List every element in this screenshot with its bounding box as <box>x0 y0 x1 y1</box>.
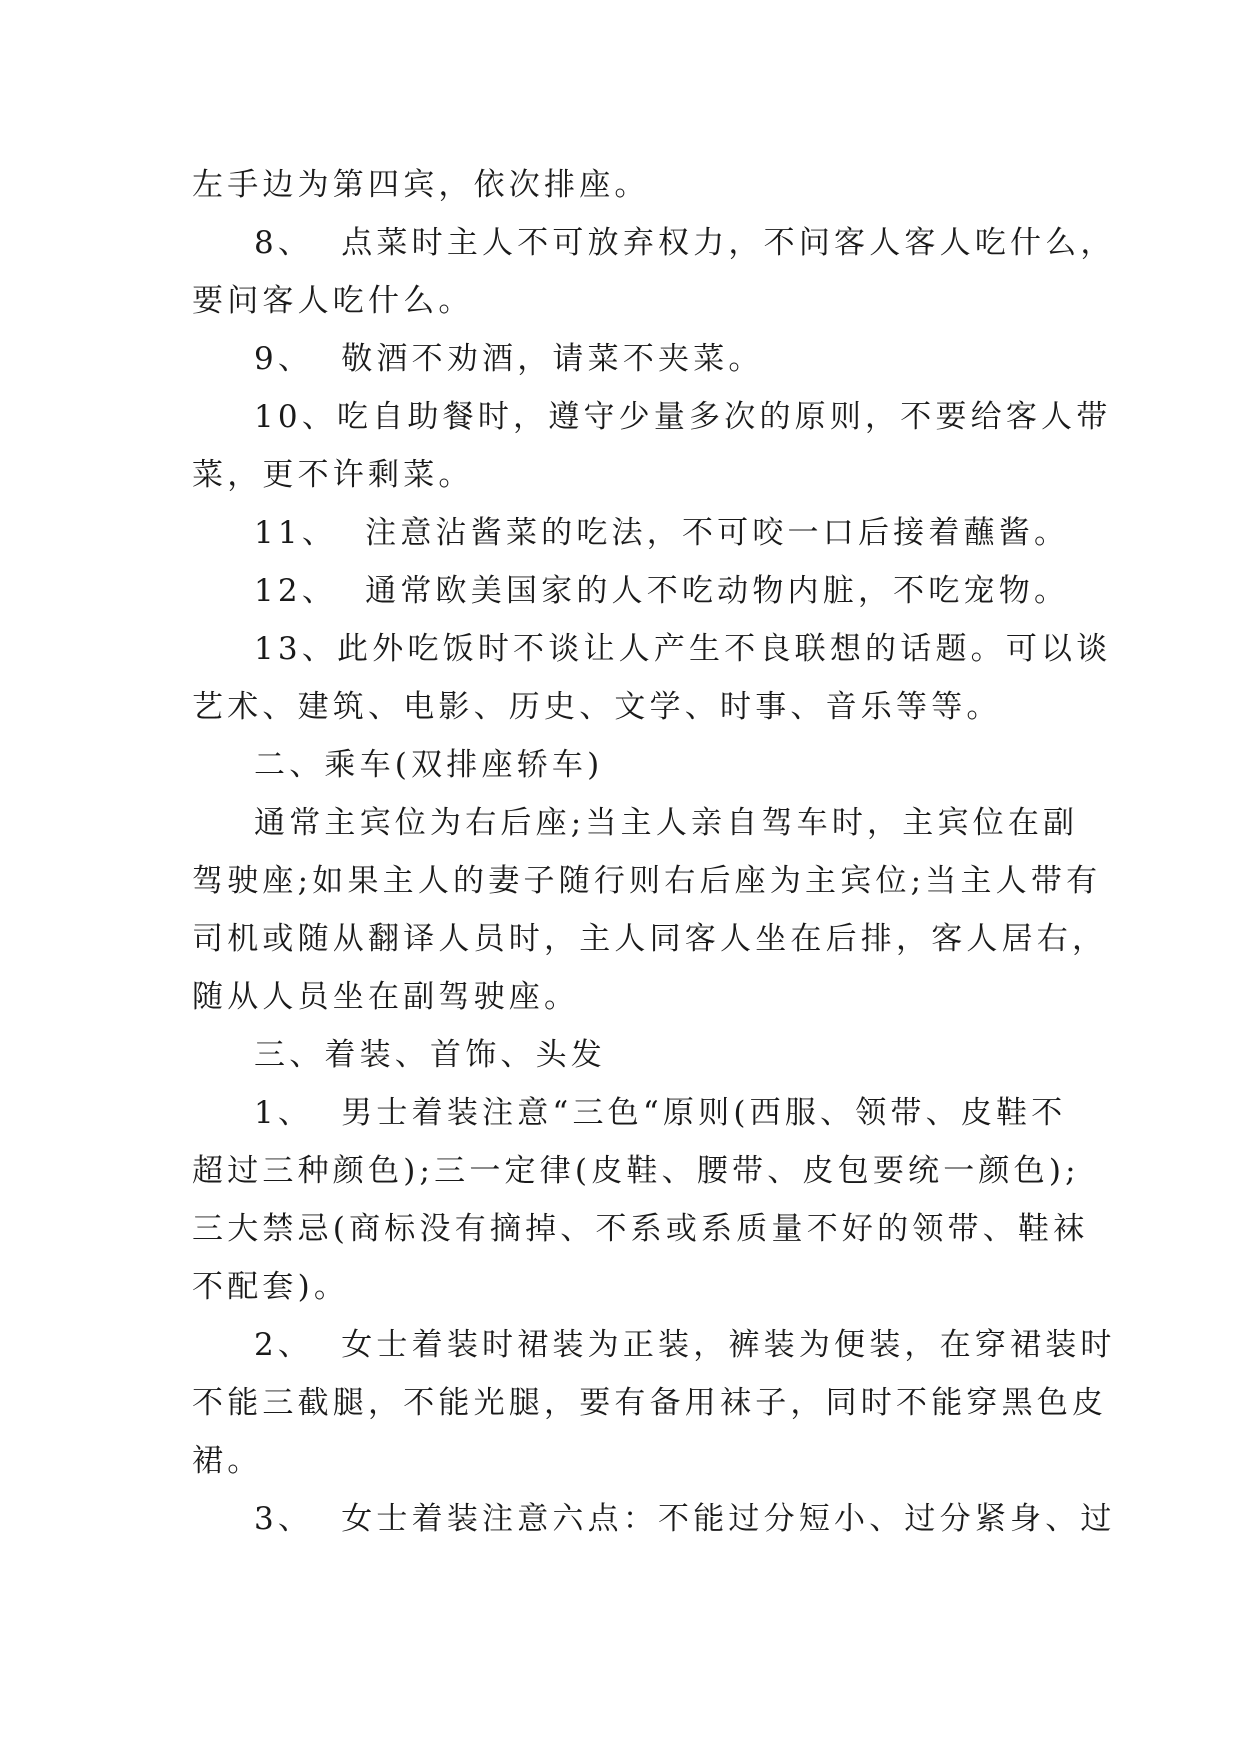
list-item-9: 9、 敬酒不劝酒，请菜不夹菜。 <box>254 341 764 377</box>
text-line: 不能三截腿，不能光腿，要有备用袜子，同时不能穿黑色皮 <box>192 1385 1108 1421</box>
paragraph-line: 驾驶座;如果主人的妻子随行则右后座为主宾位;当主人带有 <box>192 863 1102 899</box>
text-line: 三大禁忌(商标没有摘掉、不系或系质量不好的领带、鞋袜 <box>192 1211 1089 1247</box>
paragraph-line: 通常主宾位为右后座;当主人亲自驾车时，主宾位在副 <box>254 805 1079 841</box>
list-item-3: 3、 女士着装注意六点：不能过分短小、过分紧身、过 <box>254 1501 1116 1537</box>
list-item-2: 2、 女士着装时裙装为正装，裤装为便装，在穿裙装时 <box>254 1327 1116 1363</box>
list-item-1: 1、 男士着装注意“三色“原则(西服、领带、皮鞋不 <box>254 1095 1067 1131</box>
text-line: 超过三种颜色);三一定律(皮鞋、腰带、皮包要统一颜色); <box>192 1153 1080 1189</box>
list-item-12: 12、 通常欧美国家的人不吃动物内脏，不吃宠物。 <box>254 573 1070 609</box>
section-heading-2: 二、乘车(双排座轿车) <box>254 747 604 783</box>
text-line: 艺术、建筑、电影、历史、文学、时事、音乐等等。 <box>192 689 1002 725</box>
paragraph-line: 司机或随从翻译人员时，主人同客人坐在后排，客人居右， <box>192 921 1108 957</box>
list-item-8: 8、 点菜时主人不可放弃权力，不问客人客人吃什么， <box>254 225 1116 261</box>
text-line: 不配套)。 <box>192 1269 350 1305</box>
text-line: 菜，更不许剩菜。 <box>192 457 474 493</box>
list-item-11: 11、 注意沾酱菜的吃法，不可咬一口后接着蘸酱。 <box>254 515 1070 551</box>
list-item-10: 10、吃自助餐时，遵守少量多次的原则，不要给客人带 <box>254 399 1112 435</box>
paragraph-line: 随从人员坐在副驾驶座。 <box>192 979 580 1015</box>
section-heading-3: 三、着装、首饰、头发 <box>254 1037 606 1073</box>
text-line: 要问客人吃什么。 <box>192 283 474 319</box>
text-line: 裙。 <box>192 1443 263 1479</box>
list-item-13: 13、此外吃饭时不谈让人产生不良联想的话题。可以谈 <box>254 631 1112 667</box>
text-line: 左手边为第四宾，依次排座。 <box>192 167 650 203</box>
